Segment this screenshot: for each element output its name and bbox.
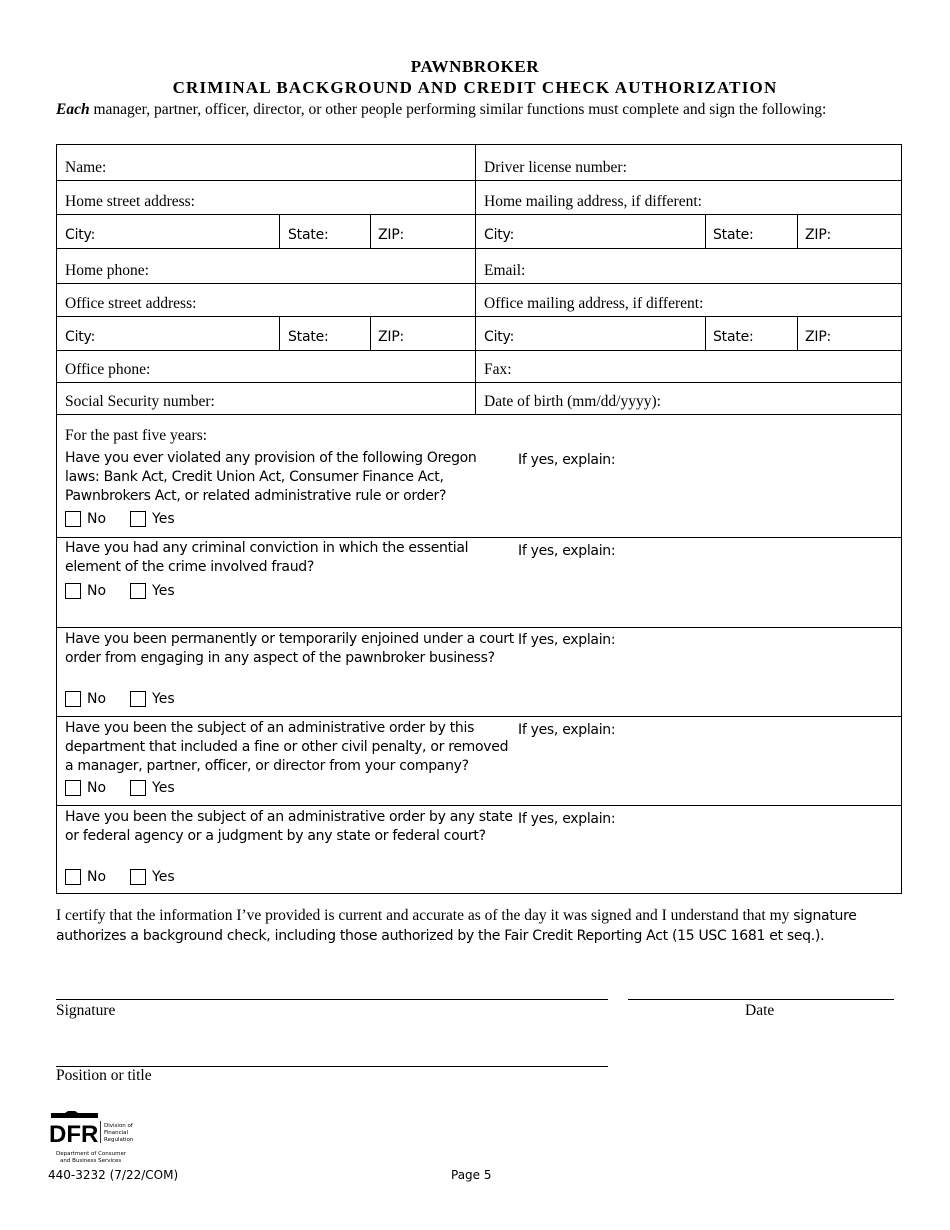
office-state-label: State: xyxy=(288,329,329,345)
ssn-label: Social Security number: xyxy=(65,393,215,410)
question-3-yes-label: Yes xyxy=(152,691,175,707)
home-zip-label: ZIP: xyxy=(378,227,405,243)
question-5-explain-label: If yes, explain: xyxy=(518,811,616,827)
applicant-form xyxy=(56,144,902,894)
office-mailing-label: Office mailing address, if different: xyxy=(484,295,704,312)
question-4-yes-label: Yes xyxy=(152,780,175,796)
question-1-no-checkbox[interactable] xyxy=(65,511,81,527)
home-street-label: Home street address: xyxy=(65,193,195,210)
page-number: Page 5 xyxy=(451,1168,492,1182)
question-2-no-label: No xyxy=(87,583,107,599)
question-5-options xyxy=(65,869,175,885)
question-5-no-label: No xyxy=(87,869,107,885)
certification-text xyxy=(56,906,896,946)
question-2-text: Have you had any criminal conviction in which the essential element of the crime involved fraud? xyxy=(65,540,469,575)
logo-division-line2: Financial xyxy=(104,1130,129,1136)
office-phone-label: Office phone: xyxy=(65,361,151,378)
form-number: 440-3232 (7/22/COM) xyxy=(48,1168,179,1182)
date-line[interactable] xyxy=(628,999,894,1000)
question-5-yes-checkbox[interactable] xyxy=(130,869,146,885)
question-3-options xyxy=(65,691,175,707)
question-4-text: Have you been the subject of an administrative order by this department that included a fine or other civil penalty, or removed a manager, partner, officer, or director from your company? xyxy=(65,720,509,774)
form-title-line2: CRIMINAL BACKGROUND AND CREDIT CHECK AUTHORIZATION xyxy=(172,78,778,97)
question-2-no-checkbox[interactable] xyxy=(65,583,81,599)
home-city-label: City: xyxy=(65,227,96,243)
question-2-yes-checkbox[interactable] xyxy=(130,583,146,599)
dfr-logo-graphic xyxy=(48,1110,148,1166)
home-mailing-label: Home mailing address, if different: xyxy=(484,193,702,210)
question-3-explain-label: If yes, explain: xyxy=(518,632,616,648)
question-3-yes-checkbox[interactable] xyxy=(130,691,146,707)
certification-part2: signature authorizes a background check, including those authorized by the Fair Credit Reporting Act (15 USC 1681 et seq.). xyxy=(56,908,857,944)
questions-intro: For the past five years: xyxy=(65,427,208,444)
driver-license-label: Driver license number: xyxy=(484,159,627,176)
question-1-no-label: No xyxy=(87,511,107,527)
home-mailing-zip-label: ZIP: xyxy=(805,227,832,243)
question-5-yes-label: Yes xyxy=(152,869,175,885)
office-street-label: Office street address: xyxy=(65,295,197,312)
signature-line[interactable] xyxy=(56,999,608,1000)
form-title-line1: PAWNBROKER xyxy=(410,57,540,76)
question-5-text: Have you been the subject of an administrative order by any state or federal agency or a judgment by any state or federal court? xyxy=(65,809,513,844)
home-mailing-state-label: State: xyxy=(713,227,754,243)
home-mailing-city-label: City: xyxy=(484,227,515,243)
question-4-yes-checkbox[interactable] xyxy=(130,780,146,796)
question-3-no-label: No xyxy=(87,691,107,707)
logo-acronym: DFR xyxy=(49,1121,99,1148)
certification-part1: I certify that the information I’ve provided is current and accurate as of the day it was signed and I understand that my xyxy=(56,907,794,924)
question-1-text: Have you ever violated any provision of the following Oregon laws: Bank Act, Credit Union Act, Consumer Finance Act, Pawnbrokers Act, or related administrative rule or order? xyxy=(65,450,477,504)
logo-department-line2: and Business Services xyxy=(60,1158,122,1164)
question-2-explain-label: If yes, explain: xyxy=(518,543,616,559)
question-4-no-label: No xyxy=(87,780,107,796)
oregon-outline-icon xyxy=(51,1111,98,1118)
office-mailing-state-label: State: xyxy=(713,329,754,345)
question-1-yes-label: Yes xyxy=(152,511,175,527)
date-label: Date xyxy=(745,1002,775,1019)
question-4-options xyxy=(65,780,175,796)
dfr-logo xyxy=(48,1110,148,1166)
question-1-yes-checkbox[interactable] xyxy=(130,511,146,527)
dob-label: Date of birth (mm/dd/yyyy): xyxy=(484,393,661,410)
office-city-label: City: xyxy=(65,329,96,345)
name-label: Name: xyxy=(65,159,107,176)
office-mailing-city-label: City: xyxy=(484,329,515,345)
question-3-no-checkbox[interactable] xyxy=(65,691,81,707)
position-label: Position or title xyxy=(56,1067,152,1084)
logo-division-line3: Regulation xyxy=(104,1137,134,1143)
question-1-options xyxy=(65,511,175,527)
logo-divider xyxy=(100,1121,101,1143)
question-2-yes-label: Yes xyxy=(152,583,175,599)
question-4-no-checkbox[interactable] xyxy=(65,780,81,796)
signature-label: Signature xyxy=(56,1002,116,1019)
question-5-no-checkbox[interactable] xyxy=(65,869,81,885)
office-mailing-zip-label: ZIP: xyxy=(805,329,832,345)
question-3-text: Have you been permanently or temporarily enjoined under a court order from engaging in any aspect of the pawnbroker business? xyxy=(65,631,514,666)
logo-division-line1: Division of xyxy=(104,1123,133,1129)
intro-body: manager, partner, officer, director, or other people performing similar functions must complete and sign the following: xyxy=(89,101,827,118)
email-label: Email: xyxy=(484,262,526,279)
fax-label: Fax: xyxy=(484,361,512,378)
home-phone-label: Home phone: xyxy=(65,262,149,279)
question-4-explain-label: If yes, explain: xyxy=(518,722,616,738)
intro-text xyxy=(56,101,896,119)
question-1-explain-label: If yes, explain: xyxy=(518,452,616,468)
intro-emphasis: Each xyxy=(56,101,90,118)
office-zip-label: ZIP: xyxy=(378,329,405,345)
question-2-options xyxy=(65,583,175,599)
logo-department-line1: Department of Consumer xyxy=(56,1151,127,1157)
home-state-label: State: xyxy=(288,227,329,243)
